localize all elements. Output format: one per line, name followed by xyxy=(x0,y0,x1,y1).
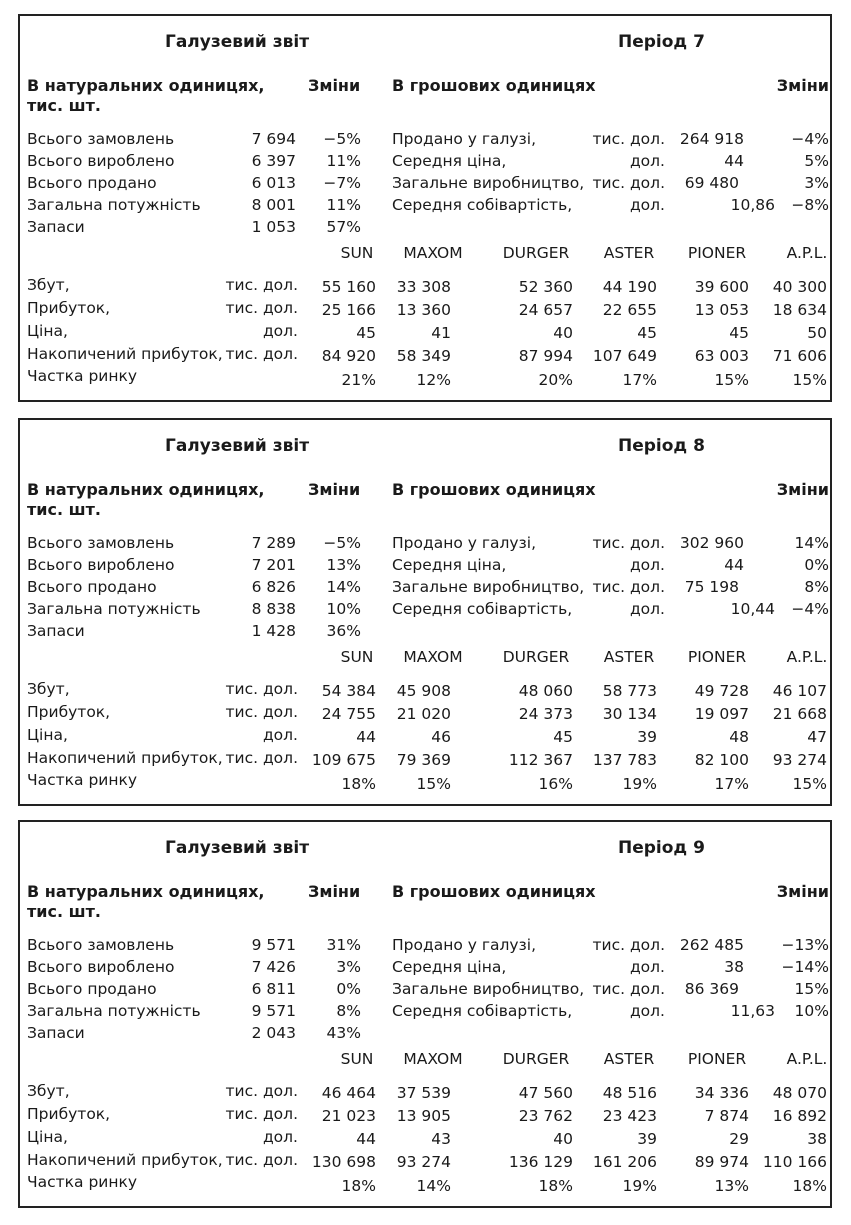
company-cell: 24 755 xyxy=(321,705,376,723)
money-row-change: 15% xyxy=(794,980,829,998)
industry-report-panel xyxy=(18,418,832,806)
company-cell: 58 773 xyxy=(602,682,657,700)
company-row-unit: тис. дол. xyxy=(225,1151,298,1169)
money-row-unit: тис. дол. xyxy=(592,534,665,552)
money-row-value: 86 369 xyxy=(684,980,739,998)
natural-row-change: 14% xyxy=(326,578,361,596)
natural-row-change: −5% xyxy=(323,534,361,552)
company-header: ASTER xyxy=(603,1050,655,1068)
company-cell: 79 369 xyxy=(396,751,451,769)
money-row-value: 10,44 xyxy=(730,600,775,618)
company-cell: 7 874 xyxy=(704,1107,749,1125)
company-cell: 23 423 xyxy=(602,1107,657,1125)
natural-row-change: −7% xyxy=(323,174,361,192)
money-row-unit: дол. xyxy=(629,152,665,170)
natural-units-subheading: тис. шт. xyxy=(27,96,101,115)
company-cell: 45 xyxy=(637,324,657,342)
money-row-value: 264 918 xyxy=(679,130,744,148)
company-cell: 93 274 xyxy=(396,1153,451,1171)
company-cell: 107 649 xyxy=(592,347,657,365)
company-cell: 18% xyxy=(341,1177,376,1195)
money-row-change: 14% xyxy=(794,534,829,552)
company-cell: 16% xyxy=(538,775,573,793)
money-row-value: 75 198 xyxy=(684,578,739,596)
company-cell: 33 308 xyxy=(396,278,451,296)
company-cell: 49 728 xyxy=(694,682,749,700)
money-changes-heading: Зміни xyxy=(776,882,829,901)
company-cell: 17% xyxy=(622,371,657,389)
company-row-unit: тис. дол. xyxy=(225,749,298,767)
company-cell: 14% xyxy=(416,1177,451,1195)
natural-row-change: 31% xyxy=(326,936,361,954)
company-cell: 24 373 xyxy=(518,705,573,723)
natural-row-value: 8 838 xyxy=(251,600,296,618)
natural-row-label: Всього замовлень xyxy=(27,534,175,552)
company-cell: 50 xyxy=(807,324,827,342)
company-cell: 12% xyxy=(416,371,451,389)
company-header: ASTER xyxy=(603,648,655,666)
natural-units-heading: В натуральних одиницях, xyxy=(27,480,265,499)
natural-row-value: 1 053 xyxy=(251,218,296,236)
money-changes-heading: Зміни xyxy=(776,480,829,499)
company-cell: 13 053 xyxy=(694,301,749,319)
money-row-label: Середня собівартість, xyxy=(392,600,573,618)
company-row-label: Частка ринку xyxy=(27,771,138,789)
company-cell: 63 003 xyxy=(694,347,749,365)
company-cell: 17% xyxy=(714,775,749,793)
company-cell: 16 892 xyxy=(772,1107,827,1125)
money-row-label: Середня ціна, xyxy=(392,958,507,976)
money-row-value: 11,63 xyxy=(730,1002,775,1020)
money-row-unit: дол. xyxy=(629,1002,665,1020)
company-header: SUN xyxy=(340,648,374,666)
natural-row-label: Всього замовлень xyxy=(27,936,175,954)
company-cell: 112 367 xyxy=(508,751,573,769)
natural-row-label: Всього вироблено xyxy=(27,152,175,170)
company-cell: 18% xyxy=(538,1177,573,1195)
natural-row-value: 9 571 xyxy=(251,1002,296,1020)
company-cell: 18% xyxy=(341,775,376,793)
company-cell: 30 134 xyxy=(602,705,657,723)
company-cell: 15% xyxy=(416,775,451,793)
period-title: Період 7 xyxy=(618,32,705,52)
money-row-value: 262 485 xyxy=(679,936,744,954)
company-cell: 43 xyxy=(431,1130,451,1148)
natural-row-label: Всього продано xyxy=(27,174,157,192)
natural-row-change: 10% xyxy=(326,600,361,618)
natural-row-label: Загальна потужність xyxy=(27,600,201,618)
company-cell: 89 974 xyxy=(694,1153,749,1171)
company-cell: 13 905 xyxy=(396,1107,451,1125)
natural-row-value: 6 826 xyxy=(251,578,296,596)
company-cell: 55 160 xyxy=(321,278,376,296)
money-row-unit: дол. xyxy=(629,600,665,618)
natural-row-label: Всього продано xyxy=(27,578,157,596)
money-row-unit: дол. xyxy=(629,196,665,214)
company-cell: 47 xyxy=(807,728,827,746)
natural-row-value: 1 428 xyxy=(251,622,296,640)
money-row-value: 44 xyxy=(724,152,744,170)
company-row-label: Накопичений прибуток, xyxy=(27,1151,223,1169)
natural-units-heading: В натуральних одиницях, xyxy=(27,882,265,901)
company-cell: 130 698 xyxy=(311,1153,376,1171)
money-units-heading: В грошових одиницях xyxy=(392,882,596,901)
company-row-label: Накопичений прибуток, xyxy=(27,345,223,363)
company-header: MAXOM xyxy=(403,1050,463,1068)
natural-row-value: 6 013 xyxy=(251,174,296,192)
money-row-unit: тис. дол. xyxy=(592,130,665,148)
company-row-label: Збут, xyxy=(27,680,70,698)
natural-row-value: 8 001 xyxy=(251,196,296,214)
natural-row-value: 7 426 xyxy=(251,958,296,976)
money-row-label: Продано у галузі, xyxy=(392,534,537,552)
company-cell: 21 020 xyxy=(396,705,451,723)
natural-row-label: Запаси xyxy=(27,218,85,236)
natural-row-label: Всього вироблено xyxy=(27,556,175,574)
natural-row-change: 36% xyxy=(326,622,361,640)
natural-units-subheading: тис. шт. xyxy=(27,902,101,921)
money-row-label: Середня собівартість, xyxy=(392,196,573,214)
money-row-label: Середня ціна, xyxy=(392,152,507,170)
money-row-label: Продано у галузі, xyxy=(392,936,537,954)
company-cell: 13% xyxy=(714,1177,749,1195)
company-row-unit: дол. xyxy=(262,1128,298,1146)
natural-changes-heading: Зміни xyxy=(308,480,361,499)
natural-row-label: Всього продано xyxy=(27,980,157,998)
company-cell: 29 xyxy=(729,1130,749,1148)
money-row-label: Продано у галузі, xyxy=(392,130,537,148)
period-title: Період 8 xyxy=(618,436,705,456)
company-cell: 109 675 xyxy=(311,751,376,769)
company-header: MAXOM xyxy=(403,244,463,262)
money-row-change: −4% xyxy=(791,130,829,148)
natural-row-label: Загальна потужність xyxy=(27,1002,201,1020)
company-cell: 45 xyxy=(729,324,749,342)
company-cell: 58 349 xyxy=(396,347,451,365)
company-row-label: Прибуток, xyxy=(27,703,111,721)
company-header: ASTER xyxy=(603,244,655,262)
report-title: Галузевий звіт xyxy=(165,838,310,858)
company-cell: 21 668 xyxy=(772,705,827,723)
company-row-label: Прибуток, xyxy=(27,1105,111,1123)
money-row-value: 38 xyxy=(724,958,744,976)
company-cell: 20% xyxy=(538,371,573,389)
money-row-change: 3% xyxy=(804,174,829,192)
company-cell: 39 600 xyxy=(694,278,749,296)
company-cell: 54 384 xyxy=(321,682,376,700)
company-cell: 39 xyxy=(637,1130,657,1148)
company-row-label: Ціна, xyxy=(27,726,68,744)
company-header: SUN xyxy=(340,244,374,262)
natural-units-heading: В натуральних одиницях, xyxy=(27,76,265,95)
company-row-unit: тис. дол. xyxy=(225,1082,298,1100)
natural-row-value: 2 043 xyxy=(251,1024,296,1042)
company-cell: 44 xyxy=(356,1130,376,1148)
company-header: DURGER xyxy=(502,648,570,666)
company-cell: 13 360 xyxy=(396,301,451,319)
report-title: Галузевий звіт xyxy=(165,436,310,456)
company-row-label: Збут, xyxy=(27,1082,70,1100)
natural-row-value: 6 397 xyxy=(251,152,296,170)
company-row-label: Прибуток, xyxy=(27,299,111,317)
natural-row-label: Запаси xyxy=(27,1024,85,1042)
company-row-unit: тис. дол. xyxy=(225,1105,298,1123)
company-row-unit: тис. дол. xyxy=(225,276,298,294)
natural-row-label: Всього вироблено xyxy=(27,958,175,976)
company-header: DURGER xyxy=(502,1050,570,1068)
company-header: MAXOM xyxy=(403,648,463,666)
company-row-label: Накопичений прибуток, xyxy=(27,749,223,767)
company-cell: 40 300 xyxy=(772,278,827,296)
natural-row-label: Всього замовлень xyxy=(27,130,175,148)
natural-row-value: 9 571 xyxy=(251,936,296,954)
company-cell: 47 560 xyxy=(518,1084,573,1102)
natural-row-change: 0% xyxy=(336,980,361,998)
company-cell: 40 xyxy=(553,324,573,342)
company-row-label: Ціна, xyxy=(27,1128,68,1146)
company-cell: 46 xyxy=(431,728,451,746)
natural-row-change: −5% xyxy=(323,130,361,148)
company-cell: 52 360 xyxy=(518,278,573,296)
money-changes-heading: Зміни xyxy=(776,76,829,95)
company-row-unit: дол. xyxy=(262,322,298,340)
company-cell: 161 206 xyxy=(592,1153,657,1171)
industry-report-panel xyxy=(18,820,832,1208)
report-title: Галузевий звіт xyxy=(165,32,310,52)
company-header: DURGER xyxy=(502,244,570,262)
company-cell: 48 060 xyxy=(518,682,573,700)
company-cell: 44 xyxy=(356,728,376,746)
money-row-value: 10,86 xyxy=(730,196,775,214)
company-cell: 39 xyxy=(637,728,657,746)
company-cell: 137 783 xyxy=(592,751,657,769)
company-cell: 48 516 xyxy=(602,1084,657,1102)
company-cell: 15% xyxy=(714,371,749,389)
company-row-unit: тис. дол. xyxy=(225,703,298,721)
natural-row-value: 7 694 xyxy=(251,130,296,148)
money-row-unit: тис. дол. xyxy=(592,936,665,954)
company-row-unit: тис. дол. xyxy=(225,680,298,698)
natural-changes-heading: Зміни xyxy=(308,76,361,95)
company-cell: 19 097 xyxy=(694,705,749,723)
money-row-unit: дол. xyxy=(629,556,665,574)
money-row-unit: тис. дол. xyxy=(592,578,665,596)
money-row-unit: дол. xyxy=(629,958,665,976)
natural-row-change: 8% xyxy=(336,1002,361,1020)
money-row-change: −13% xyxy=(781,936,829,954)
company-cell: 24 657 xyxy=(518,301,573,319)
money-row-value: 302 960 xyxy=(679,534,744,552)
company-cell: 71 606 xyxy=(772,347,827,365)
company-cell: 45 xyxy=(553,728,573,746)
company-row-label: Ціна, xyxy=(27,322,68,340)
natural-row-change: 11% xyxy=(326,152,361,170)
company-cell: 19% xyxy=(622,775,657,793)
company-cell: 48 xyxy=(729,728,749,746)
money-row-label: Загальне виробництво, xyxy=(392,578,585,596)
industry-report-panel xyxy=(18,14,832,402)
company-cell: 15% xyxy=(792,775,827,793)
company-row-label: Частка ринку xyxy=(27,367,138,385)
company-cell: 45 908 xyxy=(396,682,451,700)
company-cell: 19% xyxy=(622,1177,657,1195)
company-cell: 38 xyxy=(807,1130,827,1148)
company-header: PIONER xyxy=(687,1050,747,1068)
money-row-change: 10% xyxy=(794,1002,829,1020)
natural-row-value: 7 289 xyxy=(251,534,296,552)
company-row-unit: дол. xyxy=(262,726,298,744)
company-cell: 37 539 xyxy=(396,1084,451,1102)
natural-row-change: 11% xyxy=(326,196,361,214)
money-row-value: 69 480 xyxy=(684,174,739,192)
company-cell: 48 070 xyxy=(772,1084,827,1102)
natural-row-label: Запаси xyxy=(27,622,85,640)
company-header: A.P.L. xyxy=(786,1050,828,1068)
money-row-change: −14% xyxy=(781,958,829,976)
company-cell: 18 634 xyxy=(772,301,827,319)
company-cell: 22 655 xyxy=(602,301,657,319)
money-row-unit: тис. дол. xyxy=(592,174,665,192)
company-cell: 15% xyxy=(792,371,827,389)
money-units-heading: В грошових одиницях xyxy=(392,480,596,499)
company-cell: 44 190 xyxy=(602,278,657,296)
company-cell: 87 994 xyxy=(518,347,573,365)
company-cell: 21% xyxy=(341,371,376,389)
company-cell: 40 xyxy=(553,1130,573,1148)
money-row-label: Загальне виробництво, xyxy=(392,980,585,998)
company-row-label: Частка ринку xyxy=(27,1173,138,1191)
company-cell: 84 920 xyxy=(321,347,376,365)
company-cell: 41 xyxy=(431,324,451,342)
company-header: A.P.L. xyxy=(786,648,828,666)
natural-row-value: 6 811 xyxy=(251,980,296,998)
company-header: PIONER xyxy=(687,648,747,666)
money-row-label: Загальне виробництво, xyxy=(392,174,585,192)
company-cell: 93 274 xyxy=(772,751,827,769)
money-row-change: −8% xyxy=(791,196,829,214)
company-cell: 45 xyxy=(356,324,376,342)
natural-row-change: 43% xyxy=(326,1024,361,1042)
company-cell: 34 336 xyxy=(694,1084,749,1102)
company-cell: 21 023 xyxy=(321,1107,376,1125)
natural-units-subheading: тис. шт. xyxy=(27,500,101,519)
natural-row-change: 13% xyxy=(326,556,361,574)
money-row-change: 5% xyxy=(804,152,829,170)
company-row-unit: тис. дол. xyxy=(225,345,298,363)
money-row-change: 0% xyxy=(804,556,829,574)
company-header: SUN xyxy=(340,1050,374,1068)
company-cell: 82 100 xyxy=(694,751,749,769)
money-units-heading: В грошових одиницях xyxy=(392,76,596,95)
money-row-unit: тис. дол. xyxy=(592,980,665,998)
company-cell: 23 762 xyxy=(518,1107,573,1125)
period-title: Період 9 xyxy=(618,838,705,858)
company-row-unit: тис. дол. xyxy=(225,299,298,317)
company-cell: 46 464 xyxy=(321,1084,376,1102)
company-cell: 25 166 xyxy=(321,301,376,319)
company-cell: 136 129 xyxy=(508,1153,573,1171)
natural-row-change: 3% xyxy=(336,958,361,976)
company-header: PIONER xyxy=(687,244,747,262)
money-row-change: −4% xyxy=(791,600,829,618)
money-row-label: Середня ціна, xyxy=(392,556,507,574)
natural-row-value: 7 201 xyxy=(251,556,296,574)
natural-row-label: Загальна потужність xyxy=(27,196,201,214)
company-header: A.P.L. xyxy=(786,244,828,262)
company-cell: 110 166 xyxy=(762,1153,827,1171)
natural-changes-heading: Зміни xyxy=(308,882,361,901)
company-row-label: Збут, xyxy=(27,276,70,294)
money-row-label: Середня собівартість, xyxy=(392,1002,573,1020)
money-row-change: 8% xyxy=(804,578,829,596)
company-cell: 18% xyxy=(792,1177,827,1195)
money-row-value: 44 xyxy=(724,556,744,574)
company-cell: 46 107 xyxy=(772,682,827,700)
natural-row-change: 57% xyxy=(326,218,361,236)
